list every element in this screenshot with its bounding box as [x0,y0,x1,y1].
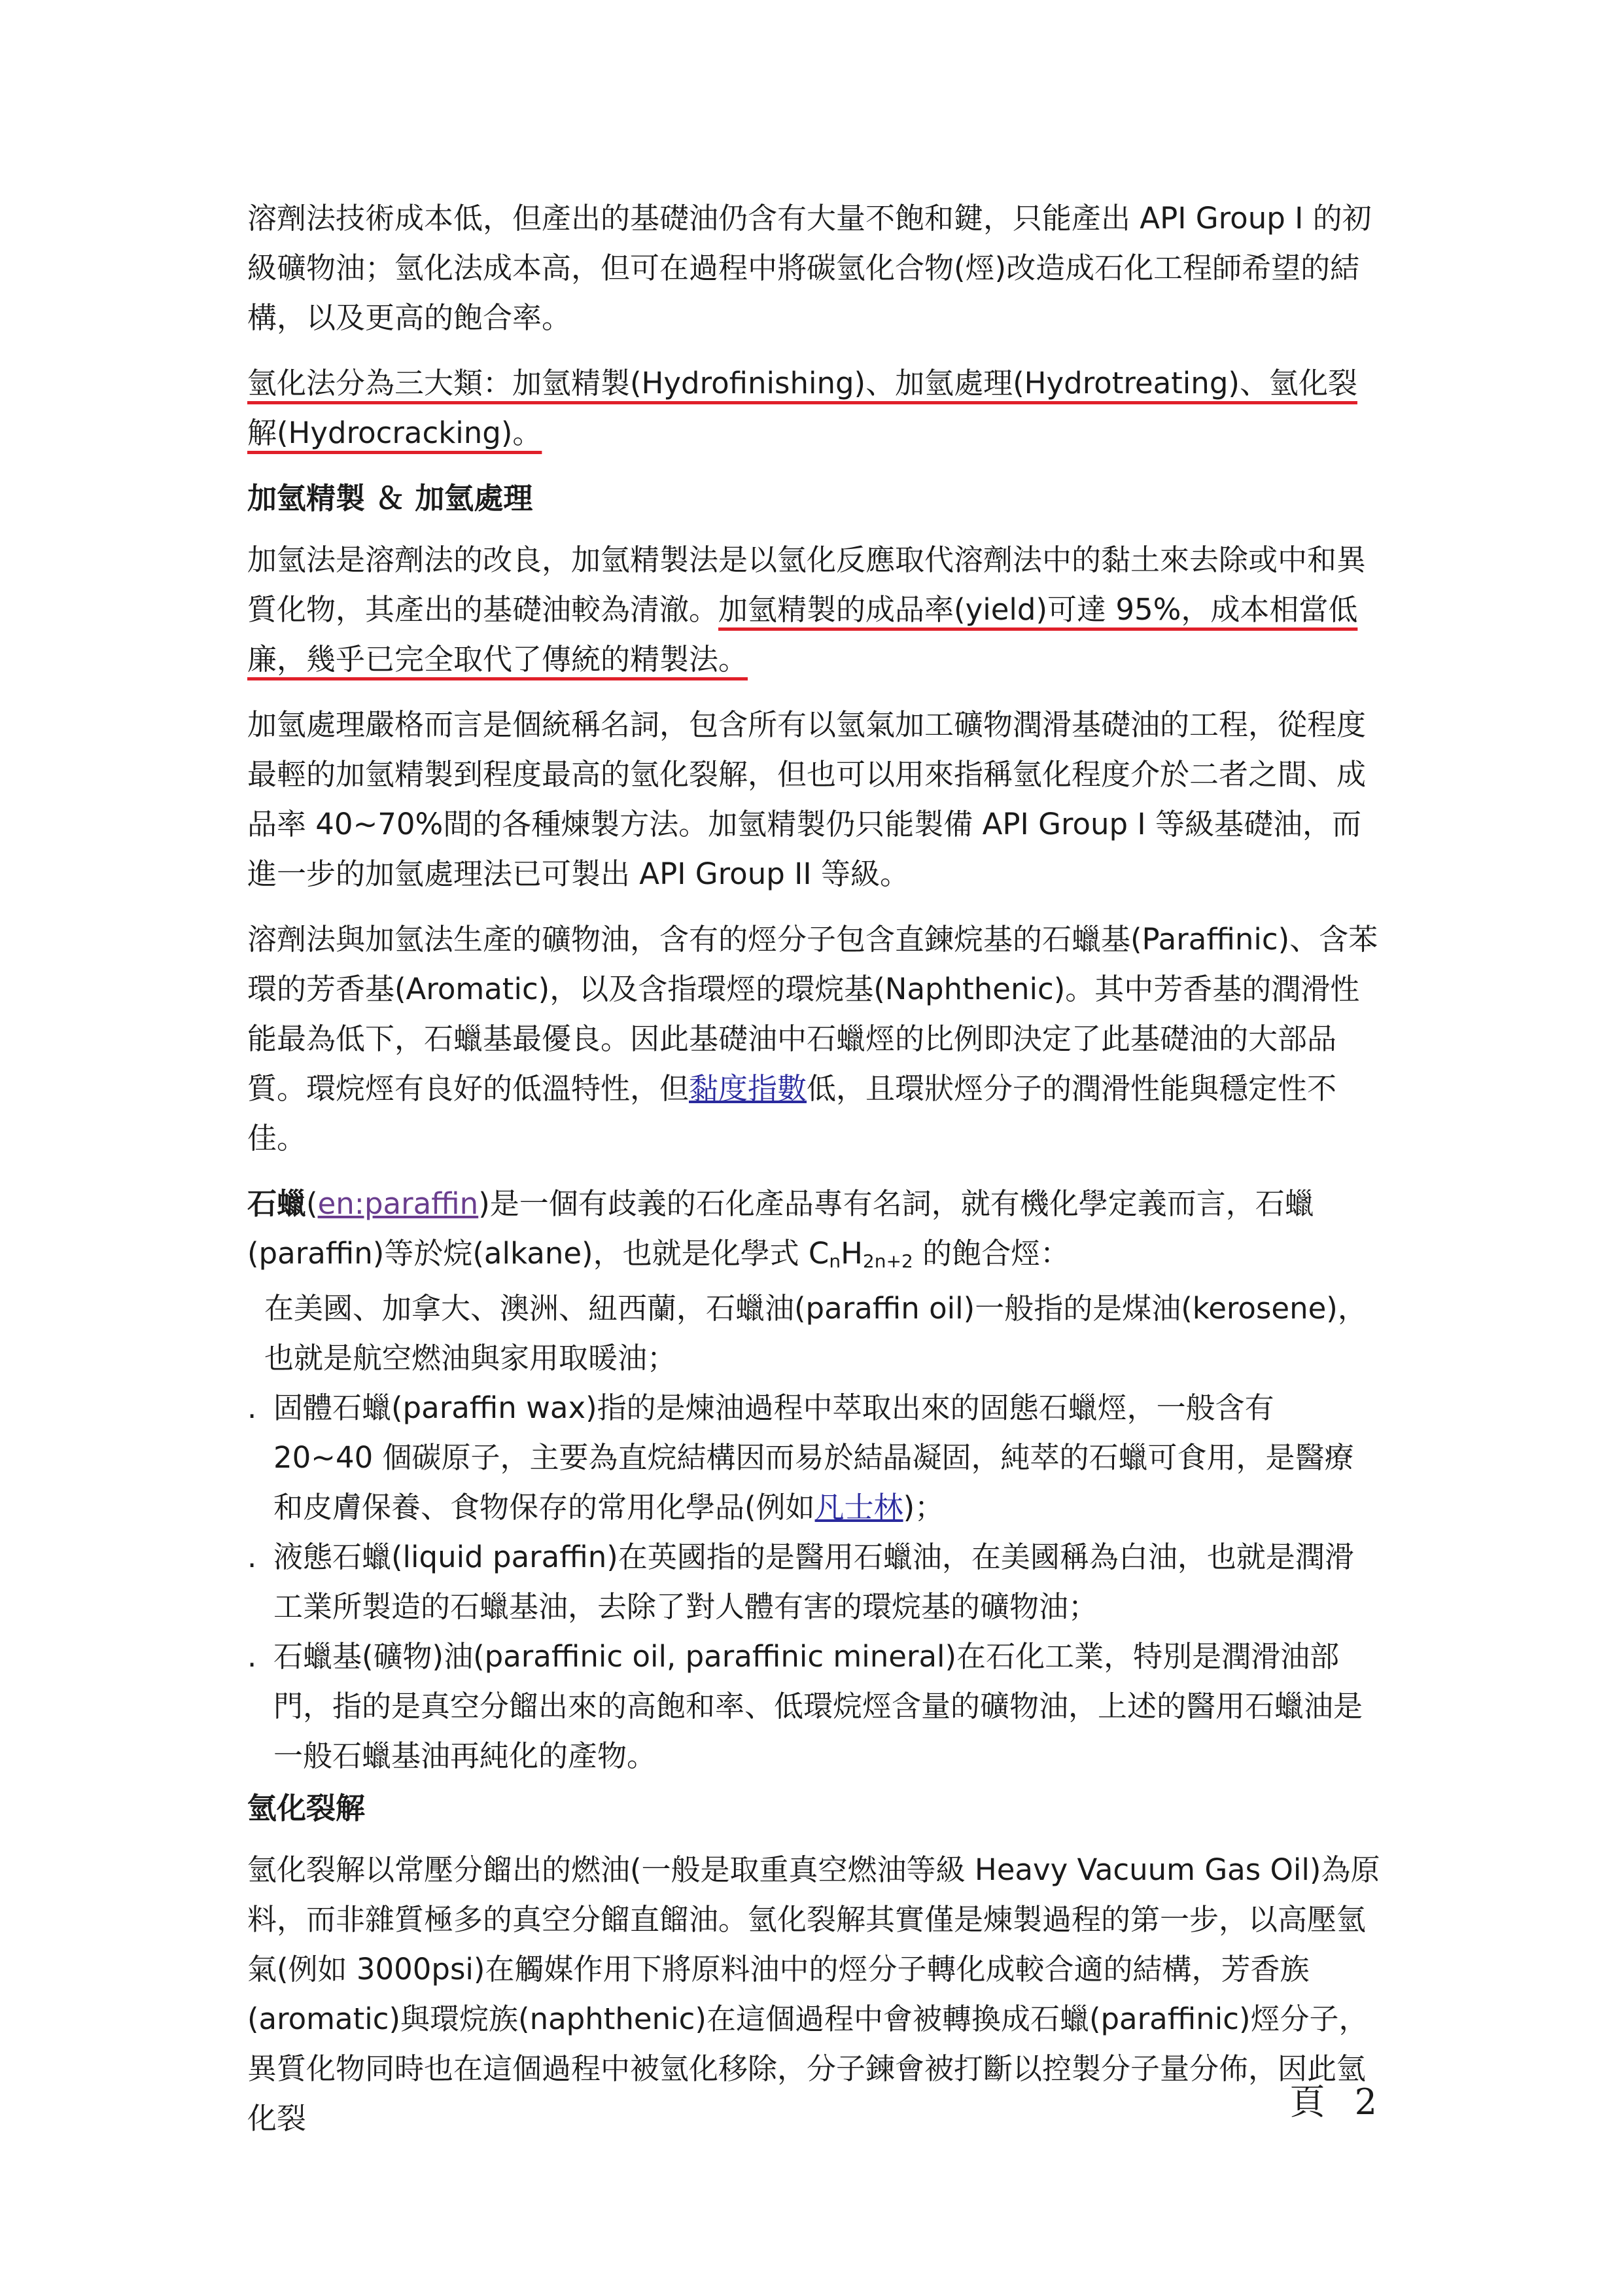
red-underline-annotation: 氫化法分為三大類：加氫精製(Hydrofinishing)、加氫處理(Hydrotreating)、氫化裂解(Hydrocracking)。 [247,366,1357,450]
subscript-n: n [829,1250,841,1272]
list-item [247,1532,1380,1632]
paragraph-hydro-categories [247,359,1380,458]
list-item-text: 液態石蠟(liquid paraffin)在英國指的是醫用石蠟油，在美國稱為白油，也就是潤滑工業所製造的石蠟基油，去除了對人體有害的環烷基的礦物油； [273,1540,1354,1624]
list-item [247,1632,1380,1781]
paragraph-hydrofinishing [247,535,1380,684]
red-underline-annotation: 加氫精製的成品率(yield)可達 95%，成本相當低廉，幾乎已完全取代了傳統的精製法。 [247,592,1358,677]
bullet: . [247,1540,257,1574]
paragraph-solvent-vs-hydro: 溶劑法技術成本低，但產出的基礎油仍含有大量不飽和鍵，只能產出 API Group I 的初級礦物油；氫化法成本高，但可在過程中將碳氫化合物(烴)改造成石化工程師希望的結構，以及更高的飽合率。 [247,201,1372,335]
bullet: . [247,1639,257,1674]
section-heading-hydrofinishing: 加氫精製 ＆ 加氫處理 [247,481,533,516]
subscript-2n2: 2n+2 [862,1250,913,1272]
en-paraffin-link[interactable]: en:paraffin [317,1186,479,1221]
formula-h: H [841,1236,863,1271]
paragraph-text: 溶劑法與加氫法生產的礦物油，含有的烴分子包含直鍊烷基的石蠟基(Paraffinic)、含苯環的芳香基(Aromatic)，以及含指環烴的環烷基(Naphthenic)。其中芳香基的潤滑性能最為低下，石蠟基最優良。因此基礎油中石蠟烴的比例即決定了此基礎油的大部品質。環烷烴有良好的低溫特性，但 [247,922,1378,1106]
list-item [247,1284,1380,1383]
viscosity-index-link[interactable]: 黏度指數 [689,1071,807,1106]
paragraph-text: 的飽合烴： [913,1236,1070,1271]
list-item-text: )； [903,1490,945,1525]
list-item-text: 固體石蠟(paraffin wax)指的是煉油過程中萃取出來的固態石蠟烴，一般含有 20~40 個碳原子，主要為直烷結構因而易於結晶凝固，純萃的石蠟可食用，是醫療和皮膚保養、食物保存的常用化學品(例如 [273,1390,1354,1525]
paragraph-text: 低，且環狀烴分子的潤滑性能與穩定性不佳。 [247,1071,1337,1156]
section-heading-hydrocracking: 氫化裂解 [247,1791,366,1826]
paren-open: ( [306,1186,318,1221]
paragraph-base-oil-types [247,915,1380,1163]
document-body [247,194,1380,2159]
paragraph-text: )是一個有歧義的石化產品專有名詞，就有機化學定義而言，石蠟(paraffin)等於烷(alkane)，也就是化學式 C [247,1186,1314,1271]
paragraph-hydrotreating: 加氫處理嚴格而言是個統稱名詞，包含所有以氫氣加工礦物潤滑基礎油的工程，從程度最輕的加氫精製到程度最高的氫化裂解，但也可以用來指稱氫化程度介於二者之間、成品率 40~70%間的各種煉製方法。加氫精製仍只能製備 API Group I 等級基礎油，而進一步的加氫處理法已可製出 API Group II 等級。 [247,707,1367,891]
page-number: 頁 2 [1289,2081,1386,2123]
list-item-text: 石蠟基(礦物)油(paraffinic oil, paraffinic mineral)在石化工業，特別是潤滑油部門，指的是真空分餾出來的高飽和率、低環烷烴含量的礦物油，上述的醫用石蠟油是一般石蠟基油再純化的產物。 [273,1639,1363,1773]
list-item-text: 在美國、加拿大、澳洲、紐西蘭，石蠟油(paraffin oil)一般指的是煤油(kerosene)，也就是航空燃油與家用取暖油； [264,1291,1367,1375]
vaseline-link[interactable]: 凡士林 [814,1490,903,1525]
paraffin-meanings-list [247,1284,1380,1781]
paragraph-paraffin-definition [247,1179,1380,1279]
list-item [247,1383,1380,1532]
bullet: . [247,1390,257,1425]
paraffin-term: 石蠟 [247,1186,307,1221]
paragraph-text: 加氫法是溶劑法的改良，加氫精製法是以氫化反應取代溶劑法中的黏土來去除或中和異質化物，其產出的基礎油較為清澈。 [247,542,1367,627]
paragraph-hydrocracking: 氫化裂解以常壓分餾出的燃油(一般是取重真空燃油等級 Heavy Vacuum Gas Oil)為原料，而非雜質極多的真空分餾直餾油。氫化裂解其實僅是煉製過程的第一步，以高壓氫氣(例如 3000psi)在觸媒作用下將原料油中的烴分子轉化成較合適的結構，芳香族(aromatic)與環烷族(naphthenic)在這個過程中會被轉換成石蠟(paraffinic)烴分子，異質化物同時也在這個過程中被氫化移除，分子鍊會被打斷以控製分子量分佈，因此氫化裂 [247,1852,1380,2136]
